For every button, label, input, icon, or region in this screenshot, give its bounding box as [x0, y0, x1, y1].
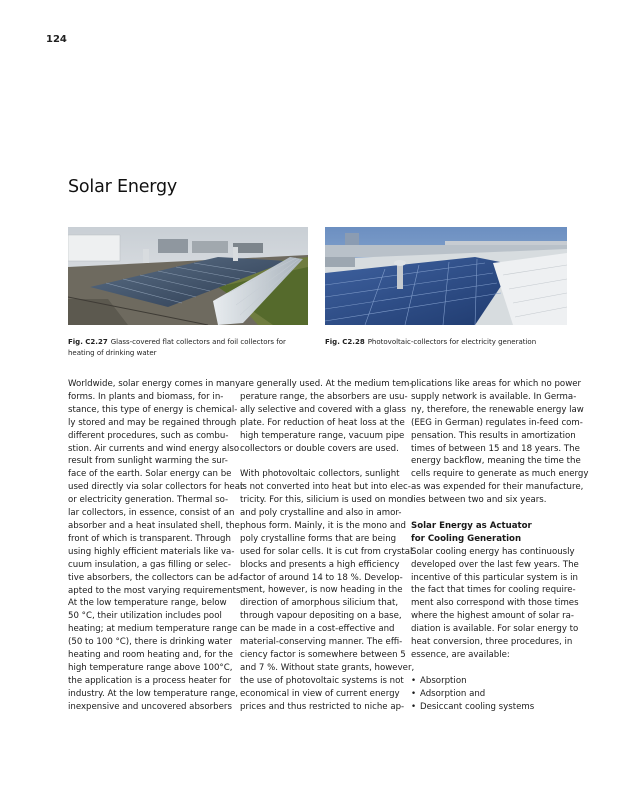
text-line: through vapour depositing on a base,: [240, 611, 402, 622]
text-line: used for solar cells. It is cut from crystal: [240, 546, 413, 557]
text-line: With photovoltaic collectors, sunlight: [240, 469, 400, 480]
text-line: Worldwide, solar energy comes in many: [68, 379, 241, 389]
text-line: cuum insulation, a gas filling or selec-: [68, 559, 231, 570]
text-line: stion. Air currents and wind energy also: [68, 443, 240, 454]
rooftop-solar-thermal-collectors-photo: [68, 227, 308, 325]
figure-caption-text: Glass-covered flat collectors and foil collectors for heating of drinking water: [68, 338, 286, 357]
text-line: heat conversion, three procedures, in: [411, 637, 573, 648]
text-line: lar collectors, in essence, consist of an: [68, 508, 235, 519]
text-line: ly stored and may be regained through: [68, 417, 237, 428]
text-line: Solar cooling energy has continuously: [411, 546, 575, 557]
paragraph-gap: [240, 455, 402, 468]
text-line: is not converted into heat but into elec-: [240, 482, 411, 493]
figure-caption: [325, 337, 565, 348]
paragraph-gap: [411, 662, 573, 675]
text-line: economical in view of current energy: [240, 688, 400, 699]
text-line: collectors or double covers are used.: [240, 443, 399, 454]
text-line: the fact that times for cooling require-: [411, 585, 576, 596]
text-line: result from sunlight warming the sur-: [68, 456, 228, 467]
text-line: ment, however, is now heading in the: [240, 585, 403, 596]
text-line: ciency factor is somewhere between 5: [240, 650, 406, 661]
rooftop-photovoltaic-panels-photo: [325, 227, 567, 325]
list-item: • Absorption: [411, 675, 573, 688]
text-line: where the highest amount of solar ra-: [411, 611, 575, 622]
paragraph-gap: [411, 507, 573, 520]
figure-image-photovoltaic: [325, 227, 567, 325]
text-line: heating and room heating and, for the: [68, 650, 233, 661]
text-line: or electricity generation. Thermal so-: [68, 495, 229, 506]
text-line: plications like areas for which no power: [411, 379, 582, 389]
figure-caption-text: Photovoltaic-collectors for electricity generation: [367, 338, 537, 346]
text-line: pensation. This results in amortization: [411, 430, 576, 441]
text-line: direction of amorphous silicium that,: [240, 598, 399, 609]
figure-image-solar-thermal: [68, 227, 308, 325]
text-line: can be made in a cost-effective and: [240, 624, 395, 635]
text-line: prices and thus restricted to niche ap-: [240, 701, 405, 712]
text-line: used directly via solar collectors for heat: [68, 482, 244, 493]
text-line: (50 to 100 °C), there is drinking water: [68, 637, 232, 648]
list-item: • Desiccant cooling systems: [411, 701, 573, 714]
text-line: energy backflow, meaning the time the: [411, 456, 581, 467]
text-line: stance, this type of energy is chemical-: [68, 404, 238, 415]
text-line: different procedures, such as combu-: [68, 430, 229, 441]
subheading: Solar Energy as Actuator: [411, 520, 532, 531]
text-line: material-conserving manner. The effi-: [240, 637, 403, 648]
text-line: high temperature range above 100°C,: [68, 662, 233, 673]
figure-label: Fig. C2.28: [325, 338, 365, 346]
text-line: the use of photovoltaic systems is not: [240, 675, 404, 686]
text-line: the application is a process heater for: [68, 675, 232, 686]
text-line: ny, therefore, the renewable energy law: [411, 404, 584, 415]
text-line: using highly efficient materials like va-: [68, 546, 235, 557]
text-line: incentive of this particular system is in: [411, 572, 578, 583]
text-line: front of which is transparent. Through: [68, 533, 231, 544]
page-number: 124: [46, 34, 67, 45]
text-column-2: [240, 378, 415, 714]
text-line: inexpensive and uncovered absorbers: [68, 701, 232, 712]
text-line: developed over the last few years. The: [411, 559, 579, 570]
text-line: diation is available. For solar energy to: [411, 624, 579, 635]
text-line: industry. At the low temperature range,: [68, 688, 238, 699]
text-line: blocks and presents a high efficiency: [240, 559, 400, 570]
subheading: for Cooling Generation: [411, 533, 522, 544]
text-line: high temperature range, vacuum pipe: [240, 430, 405, 441]
text-line: (EEG in German) regulates in-feed com-: [411, 417, 583, 428]
text-line: face of the earth. Solar energy can be: [68, 469, 232, 480]
text-line: cells require to generate as much energy: [411, 469, 589, 480]
text-line: as was expended for their manufacture,: [411, 482, 584, 493]
text-line: forms. In plants and biomass, for in-: [68, 391, 224, 402]
figure-label: Fig. C2.27: [68, 338, 108, 346]
text-line: apted to the most varying requirements.: [68, 585, 244, 596]
text-line: tricity. For this, silicium is used on mono: [240, 495, 413, 506]
text-line: lies between two and six years.: [411, 495, 547, 506]
text-line: essence, are available:: [411, 650, 510, 661]
text-line: supply network is available. In Germa-: [411, 391, 577, 402]
text-line: ally selective and covered with a glass: [240, 404, 406, 415]
text-line: plate. For reduction of heat loss at the: [240, 417, 405, 428]
text-line: factor of around 14 to 18 %. Develop-: [240, 572, 403, 583]
text-line: perature range, the absorbers are usu-: [240, 391, 408, 402]
text-line: ment also correspond with those times: [411, 598, 579, 609]
text-line: and poly crystalline and also in amor-: [240, 508, 402, 519]
text-line: heating; at medium temperature range: [68, 624, 238, 635]
section-title: Solar Energy: [68, 177, 178, 197]
text-line: phous form. Mainly, it is the mono and: [240, 520, 406, 531]
text-line: At the low temperature range, below: [68, 598, 227, 609]
text-column-1: [68, 378, 244, 714]
text-line: 50 °C, their utilization includes pool: [68, 611, 222, 622]
text-line: absorber and a heat insulated shell, the: [68, 520, 240, 531]
text-line: poly crystalline forms that are being: [240, 533, 397, 544]
text-line: times of between 15 and 18 years. The: [411, 443, 580, 454]
text-line: and 7 %. Without state grants, however,: [240, 662, 415, 673]
text-line: are generally used. At the medium tem-: [240, 379, 413, 389]
figure-caption: [68, 337, 308, 359]
bullet-list: [411, 675, 573, 714]
text-line: tive absorbers, the collectors can be ad-: [68, 572, 242, 583]
text-column-3: [411, 378, 589, 714]
list-item: • Adsorption and: [411, 688, 573, 701]
